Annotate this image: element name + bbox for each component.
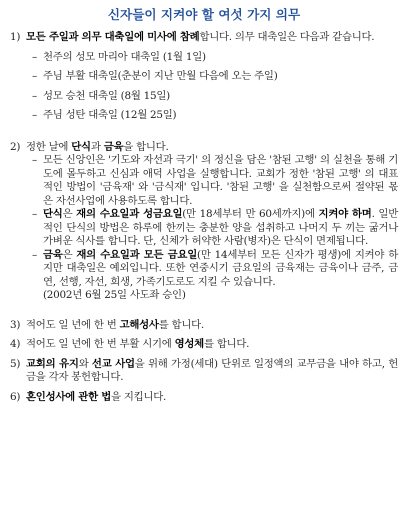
page-title: 신자들이 지켜야 할 여섯 가지 의무 xyxy=(107,7,301,22)
duty-2-text xyxy=(26,141,398,155)
duty-2-bold-fasting: 단식 xyxy=(71,140,91,153)
duty-2-bold-abstinence: 금육 xyxy=(103,140,124,153)
duty-4-pre: 적어도 일 년에 한 번 부활 시기에 xyxy=(26,338,175,351)
feast-1: 천주의 성모 마리아 대축일 (1월 1일) xyxy=(43,50,206,63)
dash-icon: – xyxy=(32,89,37,102)
list-item xyxy=(26,154,398,208)
duty-4-text xyxy=(26,338,398,352)
dash-icon: – xyxy=(32,208,37,221)
fasting-must-bold: 지켜야 하며 xyxy=(318,208,372,221)
abstinence-days-bold: 재의 수요일과 모든 금요일 xyxy=(76,248,198,261)
duty-3-post: 를 합니다. xyxy=(158,318,204,331)
duty-3 xyxy=(10,319,398,333)
duty-number: 2) xyxy=(10,140,21,153)
fasting-t2: (만 18세부터 만 60세까지)에 xyxy=(182,208,319,221)
duty-1-text xyxy=(26,31,398,45)
dash-icon: – xyxy=(32,50,37,63)
duty-5 xyxy=(10,358,398,385)
fasting-bold: 단식 xyxy=(43,208,63,221)
duty-number: 5) xyxy=(10,357,21,370)
fasting-days-bold: 재의 수요일과 성금요일 xyxy=(76,208,183,221)
approval-note: (2002년 6월 25일 사도좌 승인) xyxy=(43,289,186,302)
abstinence-t2: (만 14세부터 모든 신자가 평생)에 지켜야 하지만 대축일은 예외입니다. 또한 연중시기 금요일의 금육재는 금육이나 금주, 금연, 선행, 자선, 희생, 가족기도로도 지킬 수 있습니다. xyxy=(43,248,398,288)
duty-5-t2: 을 위해 가정(세대) 단위로 일정액의 교무금을 내야 하고, 헌금을 각자 봉헌합니다. xyxy=(26,357,398,384)
duty-6 xyxy=(10,391,398,405)
duty-6-text xyxy=(26,391,398,405)
duty-4-bold: 영성체 xyxy=(174,338,204,351)
duty-2-mid: 과 xyxy=(90,140,104,153)
duty-4-post: 를 합니다. xyxy=(203,338,250,351)
duty-1-bold: 모든 주일과 의무 대축일에 미사에 참례 xyxy=(26,31,200,43)
list-item xyxy=(26,208,398,249)
list-item xyxy=(26,90,398,104)
duty-3-text xyxy=(26,319,398,333)
duty-4 xyxy=(10,338,398,352)
duty-6-bold: 혼인성사에 관한 법 xyxy=(26,390,112,403)
duty-3-pre: 적어도 일 년에 한 번 xyxy=(26,318,120,331)
abstinence-paragraph xyxy=(43,249,398,290)
abstinence-bold: 금육 xyxy=(43,248,63,261)
feast-4: 주님 성탄 대축일 (12월 25일) xyxy=(43,109,177,122)
list-item xyxy=(26,51,398,65)
duty-5-bold-church: 교회의 유지 xyxy=(26,357,79,370)
dash-icon: – xyxy=(32,154,37,167)
fasting-t1: 은 xyxy=(62,208,77,221)
duty-6-post: 을 지킵니다. xyxy=(111,390,167,403)
list-item xyxy=(26,249,398,303)
list-item xyxy=(26,70,398,84)
duty-3-bold: 고해성사 xyxy=(119,318,159,331)
duty-number: 3) xyxy=(10,318,21,331)
duty-2-pre: 정한 날에 xyxy=(26,140,72,153)
duty-number: 6) xyxy=(10,390,21,403)
duty-1 xyxy=(10,31,398,123)
duty-number: 1) xyxy=(10,31,21,43)
duty-number: 4) xyxy=(10,338,21,351)
duty-5-bold-mission: 선교 사업 xyxy=(91,357,135,370)
dash-icon: – xyxy=(32,248,37,261)
fasting-paragraph xyxy=(43,208,398,249)
fasting-t3: . 일반적인 단식의 방법은 하루에 한끼는 충분한 양을 섭취하고 나머지 두 끼는 굶거나 가벼운 식사를 합니다. 단, 신체가 허약한 사람(병자)은 단식이 면제됩니다. xyxy=(43,208,398,248)
abstinence-t1: 은 xyxy=(62,248,77,261)
dash-icon: – xyxy=(32,70,37,83)
duty-1-rest: 합니다. 의무 대축일은 다음과 같습니다. xyxy=(199,31,375,43)
duty-5-t1: 와 xyxy=(78,357,92,370)
feast-3: 성모 승천 대축일 (8월 15일) xyxy=(43,89,170,102)
duty-5-text xyxy=(26,358,398,385)
feast-2: 주님 부활 대축일(춘분이 지난 만월 다음에 오는 주일) xyxy=(43,70,278,83)
duty-2 xyxy=(10,141,398,303)
penance-paragraph: 모든 신앙인은 '기도와 자선과 극기' 의 정신을 담은 '참된 고행' 의 실천을 통해 기도에 몰두하고 신심과 애덕 사업을 실행합니다. 교회가 정한 '참된 고행' 의 대표적인 방법이 '금육재' 와 '금식재' 입니다. '참된 고행' 을 실천함으로써 절약된 몫은 자선사업에 사용하도록 합니다. xyxy=(43,154,398,207)
list-item xyxy=(26,109,398,123)
dash-icon: – xyxy=(32,109,37,122)
duty-2-post: 을 합니다. xyxy=(123,140,169,153)
